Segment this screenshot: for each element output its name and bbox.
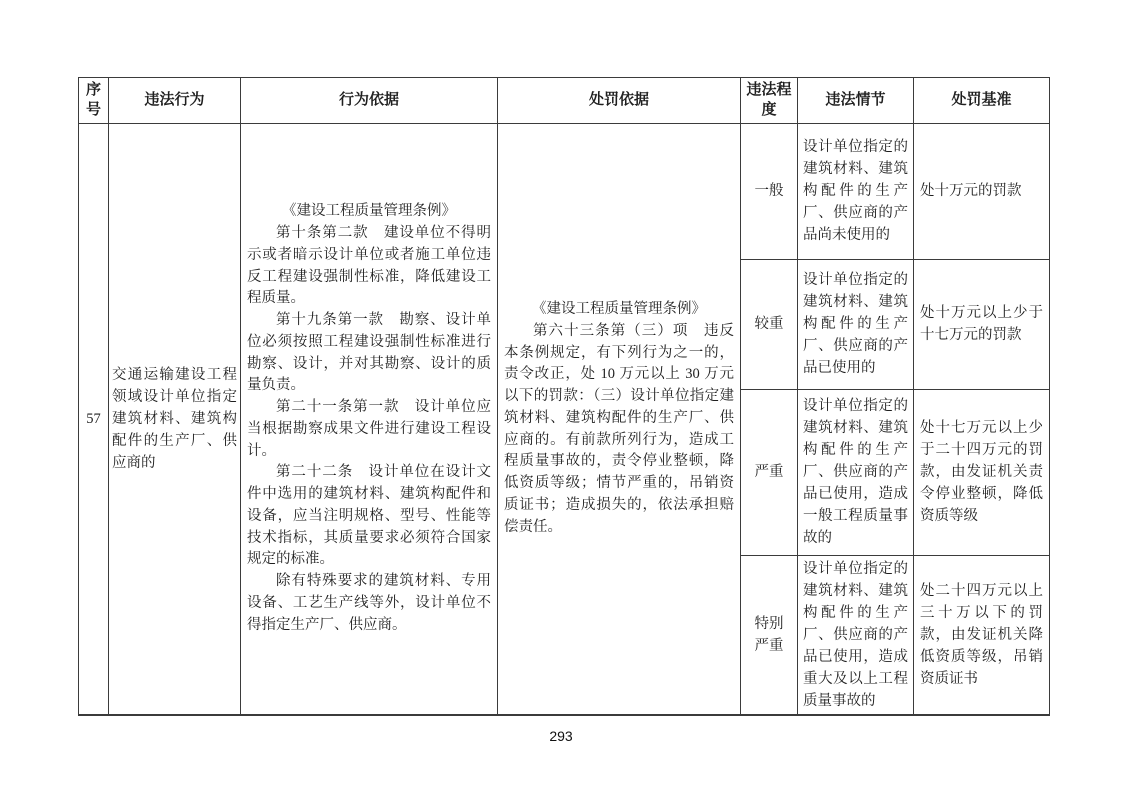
table-header-row [79,78,1050,124]
penalty-table [78,77,1050,716]
degree-cell-general: 一般 [741,123,798,259]
benchmark-cell: 处十万元以上少于十七万元的罚款 [914,259,1050,389]
benchmark-cell: 处十七万元以上少于二十四万元的罚款，由发证机关责令停业整顿，降低资质等级 [914,389,1050,555]
act-basis-paragraph: 第二十一条第一款 设计单位应当根据勘察成果文件进行建设工程设计。 [247,399,491,459]
col-header-penalty-basis: 处罚依据 [498,78,741,124]
serial-number-cell: 57 [79,123,109,715]
col-header-violation-circumstance: 违法情节 [798,78,914,124]
col-header-act-basis: 行为依据 [241,78,498,124]
act-basis-paragraph: 第十条第二款 建设单位不得明示或者暗示设计单位或者施工单位违反工程建设强制性标准，降低建设工程质量。 [247,225,491,307]
degree-cell-relatively-serious: 较重 [741,259,798,389]
degree-cell-especially-serious: 特别严重 [741,555,798,715]
circumstance-cell: 设计单位指定的建筑材料、建筑构配件的生产厂、供应商的产品已使用的 [798,259,914,389]
penalty-basis-law-title: 《建设工程质量管理条例》 [532,301,706,318]
page-number: 293 [549,728,573,744]
act-basis-law-title: 《建设工程质量管理条例》 [282,203,456,220]
col-header-penalty-benchmark: 处罚基准 [914,78,1050,124]
circumstance-cell: 设计单位指定的建筑材料、建筑构配件的生产厂、供应商的产品已使用，造成重大及以上工程质量事故的 [798,555,914,715]
act-basis-paragraph: 除有特殊要求的建筑材料、专用设备、工艺生产线等外，设计单位不得指定生产厂、供应商。 [247,573,491,633]
act-basis-cell [241,123,498,715]
benchmark-cell: 处十万元的罚款 [914,123,1050,259]
circumstance-cell: 设计单位指定的建筑材料、建筑构配件的生产厂、供应商的产品尚未使用的 [798,123,914,259]
penalty-basis-cell [498,123,741,715]
circumstance-cell: 设计单位指定的建筑材料、建筑构配件的生产厂、供应商的产品已使用，造成一般工程质量事故的 [798,389,914,555]
col-header-illegal-act: 违法行为 [109,78,241,124]
col-header-violation-degree: 违法程度 [741,78,798,124]
act-basis-paragraph: 第十九条第一款 勘察、设计单位必须按照工程建设强制性标准进行勘察、设计，并对其勘察、设计的质量负责。 [247,312,491,394]
illegal-act-cell: 交通运输建设工程领域设计单位指定建筑材料、建筑构配件的生产厂、供应商的 [109,123,241,715]
col-header-serial-number: 序号 [79,78,109,124]
degree-cell-serious: 严重 [741,389,798,555]
benchmark-cell: 处二十四万元以上三十万以下的罚款，由发证机关降低资质等级，吊销资质证书 [914,555,1050,715]
penalty-basis-paragraph: 第六十三条第（三）项 违反本条例规定，有下列行为之一的，责令改正，处 10 万元以上 30 万元以下的罚款：（三）设计单位指定建筑材料、建筑构配件的生产厂、供应商的。有前款所列行为，造成工程质量事故的，责令停业整顿，降低资质等级；情节严重的，吊销资质证书；造成损失的，依法承担赔偿责任。 [504,322,734,535]
table-row [79,123,1050,259]
act-basis-paragraph: 第二十二条 设计单位在设计文件中选用的建筑材料、建筑构配件和设备，应当注明规格、型号、性能等技术指标，其质量要求必须符合国家规定的标准。 [247,464,491,568]
